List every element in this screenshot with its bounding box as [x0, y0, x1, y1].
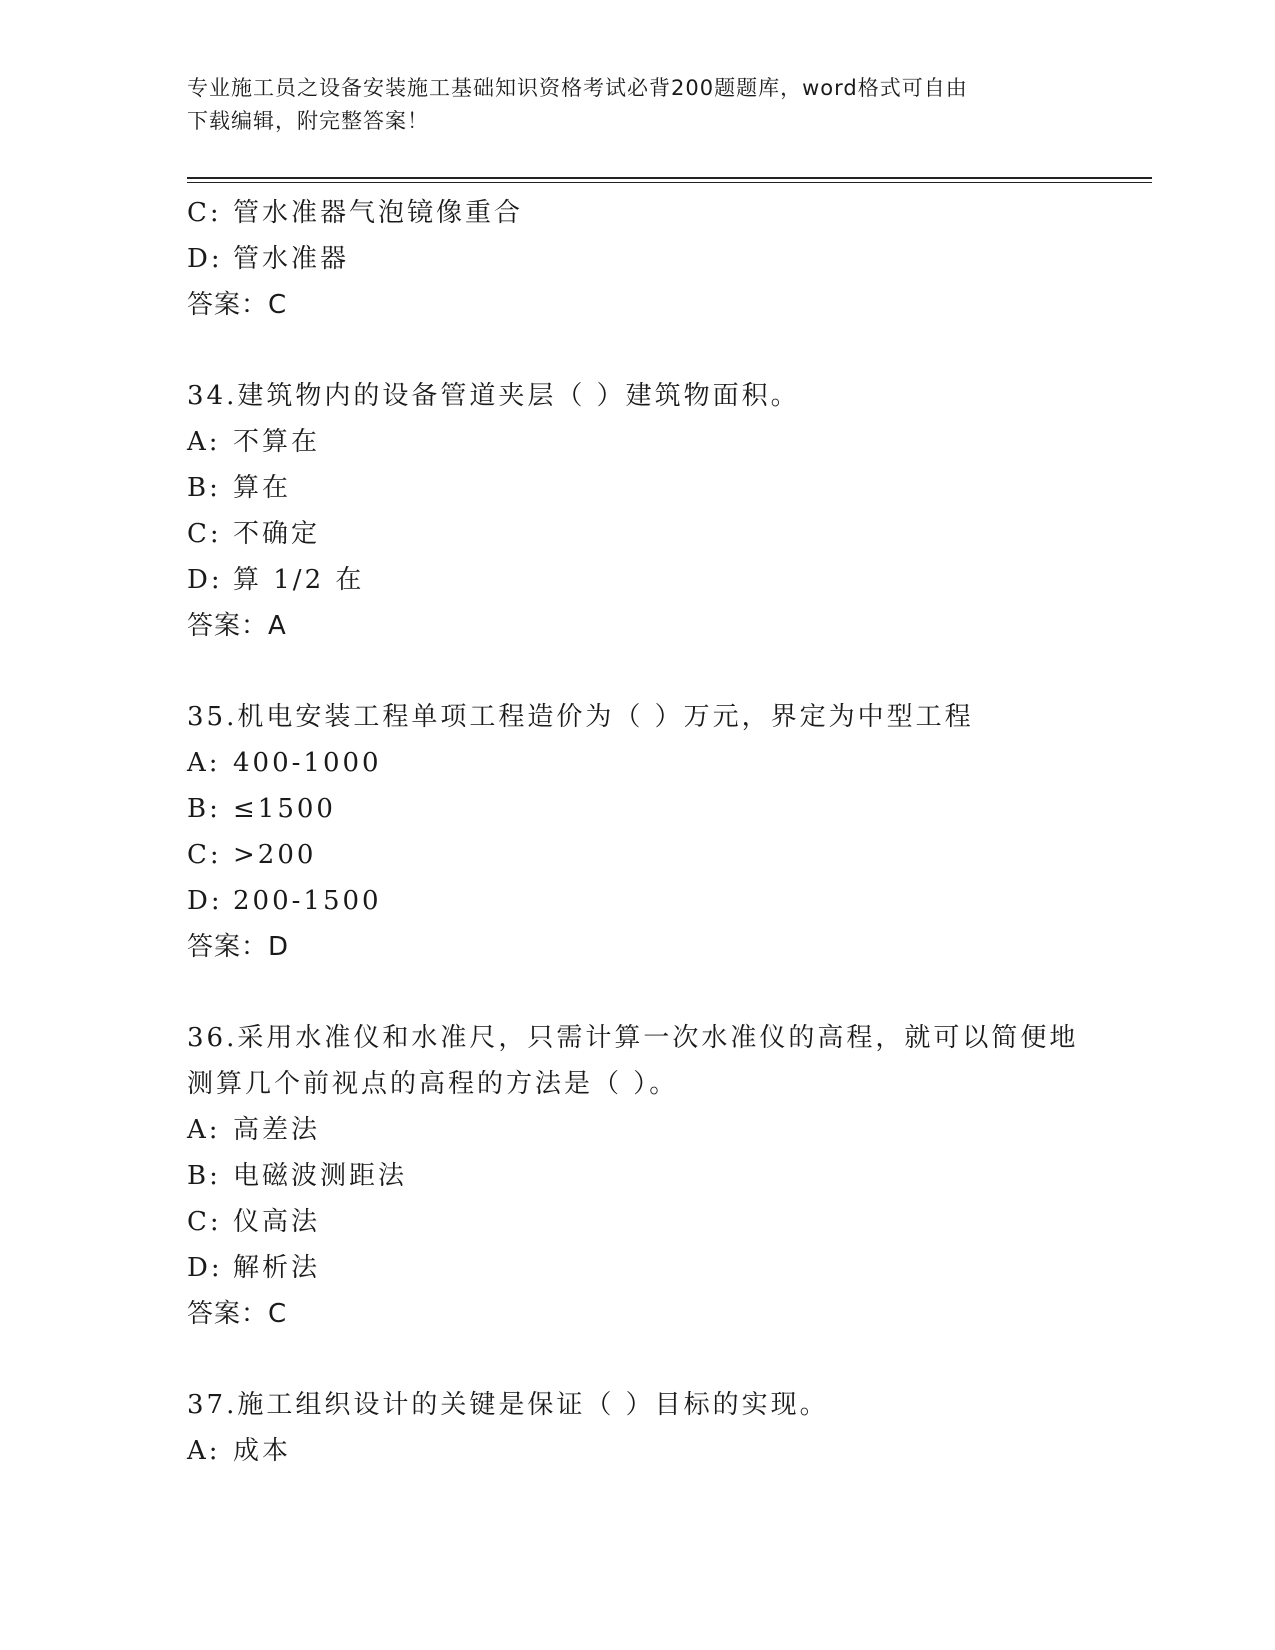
option-key: A:	[187, 748, 221, 778]
header-divider-thick	[187, 177, 1152, 179]
question-text: 35.机电安装工程单项工程造价为（ ）万元，界定为中型工程	[187, 702, 974, 732]
option-b	[187, 786, 1107, 832]
option-key: C:	[187, 198, 222, 228]
question-text: 37.施工组织设计的关键是保证（ ）目标的实现。	[187, 1390, 829, 1420]
option-text: 管水准器	[233, 244, 350, 274]
question-36	[187, 1015, 1107, 1337]
option-d	[187, 557, 1107, 603]
option-key: D:	[187, 244, 223, 274]
option-text: 算 1/2 在	[233, 565, 365, 595]
option-key: B:	[187, 794, 221, 824]
option-c	[187, 1199, 1107, 1245]
question-spacer	[187, 970, 1107, 1015]
option-a	[187, 1107, 1107, 1153]
option-b	[187, 1153, 1107, 1199]
option-a	[187, 419, 1107, 465]
option-text: >200	[233, 840, 317, 870]
answer: 答案：A	[187, 611, 287, 641]
option-a	[187, 1428, 1107, 1474]
option-text: 不算在	[233, 427, 321, 457]
option-key: C:	[187, 1207, 222, 1237]
option-key: A:	[187, 1115, 221, 1145]
question-35	[187, 694, 1107, 970]
option-key: B:	[187, 473, 221, 503]
option-key: D:	[187, 1253, 223, 1283]
answer: 答案：D	[187, 932, 290, 962]
question-37	[187, 1382, 1107, 1474]
option-text: 管水准器气泡镜像重合	[233, 198, 524, 228]
option-text: 算在	[233, 473, 292, 503]
question-text: 34.建筑物内的设备管道夹层（ ）建筑物面积。	[187, 381, 800, 411]
document-header	[187, 72, 1067, 138]
option-c	[187, 190, 1107, 236]
question-text-line-2: 测算几个前视点的高程的方法是（ ）。	[187, 1069, 679, 1099]
header-line-2: 下载编辑，附完整答案！	[187, 109, 429, 133]
option-key: A:	[187, 1436, 221, 1466]
option-key: D:	[187, 565, 223, 595]
option-d	[187, 1245, 1107, 1291]
option-text: 高差法	[233, 1115, 321, 1145]
option-key: C:	[187, 519, 222, 549]
question-text-line-1: 36.采用水准仪和水准尺，只需计算一次水准仪的高程，就可以简便地	[187, 1023, 1079, 1053]
option-c	[187, 832, 1107, 878]
option-text: 不确定	[233, 519, 321, 549]
option-text: 电磁波测距法	[233, 1161, 408, 1191]
option-c	[187, 511, 1107, 557]
question-spacer	[187, 1337, 1107, 1382]
option-text: 成本	[233, 1436, 292, 1466]
question-spacer	[187, 649, 1107, 694]
option-d	[187, 236, 1107, 282]
header-divider-thin	[187, 182, 1152, 183]
question-33	[187, 190, 1107, 328]
option-key: D:	[187, 886, 223, 916]
header-line-1: 专业施工员之设备安装施工基础知识资格考试必背200题题库，word格式可自由	[187, 76, 968, 100]
question-list	[187, 190, 1107, 1474]
option-text: 解析法	[233, 1253, 321, 1283]
option-d	[187, 878, 1107, 924]
answer: 答案：C	[187, 290, 288, 320]
option-key: B:	[187, 1161, 221, 1191]
question-spacer	[187, 328, 1107, 373]
option-a	[187, 740, 1107, 786]
option-text: 400-1000	[233, 748, 382, 778]
answer: 答案：C	[187, 1299, 288, 1329]
option-text: ≤1500	[233, 794, 336, 824]
option-key: C:	[187, 840, 222, 870]
option-text: 仪高法	[233, 1207, 321, 1237]
question-34	[187, 373, 1107, 649]
option-b	[187, 465, 1107, 511]
option-key: A:	[187, 427, 221, 457]
option-text: 200-1500	[233, 886, 382, 916]
